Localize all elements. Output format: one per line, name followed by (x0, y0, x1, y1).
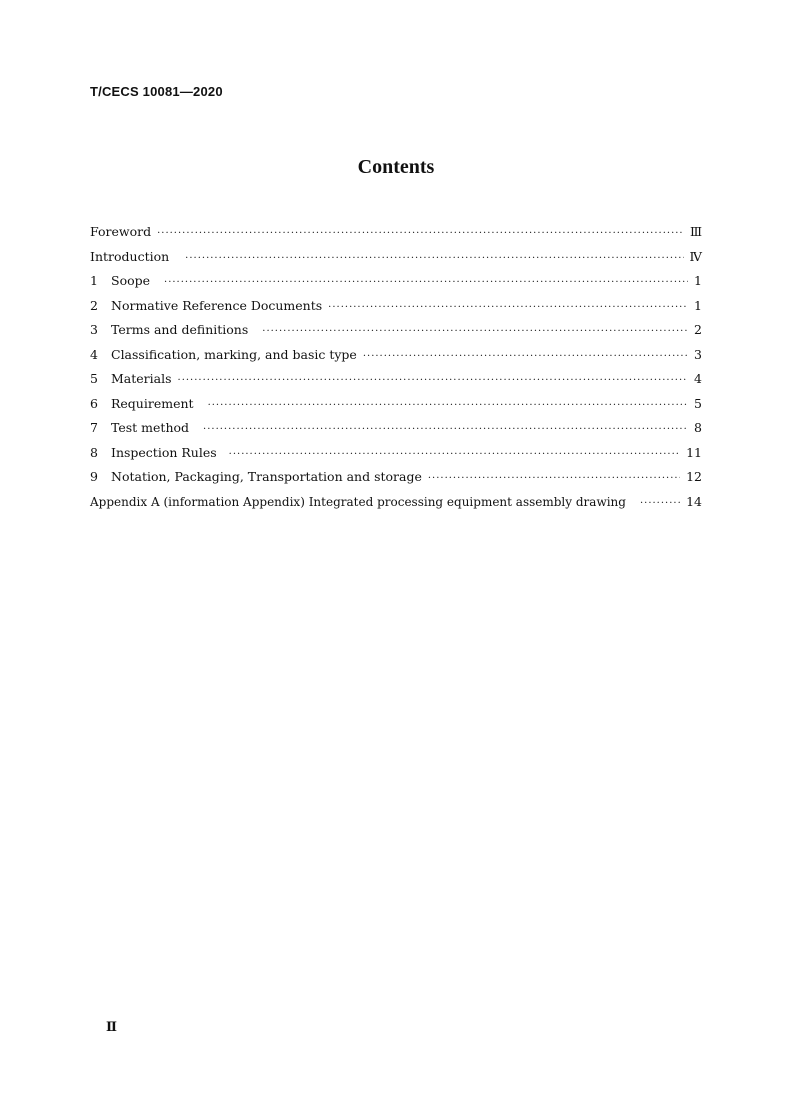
toc-entry-number: 8 (90, 444, 98, 460)
dot-leader (363, 351, 688, 362)
toc-entry-label: Foreword (90, 224, 152, 239)
dot-leader (428, 473, 680, 484)
toc-entry-number: 2 (90, 297, 98, 313)
dot-leader (328, 302, 688, 313)
table-of-contents (90, 224, 702, 518)
toc-entry-label: Introduction (90, 248, 170, 264)
toc-entry-requirement[interactable] (90, 396, 702, 421)
toc-entry-normative-references[interactable] (90, 298, 702, 323)
document-id: T/CECS 10081—2020 (90, 84, 223, 99)
toc-entry-label: Classification, marking, and basic type (111, 346, 357, 362)
toc-entry-introduction[interactable] (90, 249, 702, 274)
toc-entry-number: 1 (90, 273, 98, 288)
toc-entry-page: 4 (694, 371, 702, 386)
page-number: Ⅱ (106, 1020, 117, 1035)
toc-entry-notation-packaging[interactable] (90, 469, 702, 494)
toc-entry-page: 1 (694, 273, 702, 288)
dot-leader (208, 400, 688, 411)
toc-entry-page: Ⅲ (689, 224, 702, 239)
toc-entry-label: Appendix A (information Appendix) Integrated processing equipment assembly drawing (90, 494, 626, 509)
toc-entry-label: Soope (111, 273, 151, 288)
dot-leader (229, 449, 680, 460)
toc-entry-page: Ⅳ (689, 248, 702, 264)
toc-entry-page: 8 (694, 420, 702, 435)
toc-entry-number: 5 (90, 371, 98, 386)
toc-entry-label: Requirement (111, 395, 194, 411)
dot-leader (157, 228, 684, 239)
toc-entry-page: 1 (694, 297, 702, 313)
toc-entry-inspection-rules[interactable] (90, 445, 702, 470)
toc-entry-page: 2 (694, 322, 702, 337)
toc-entry-terms-definitions[interactable] (90, 322, 702, 347)
toc-entry-label: Test method (111, 420, 190, 435)
toc-entry-label: Terms and definitions (111, 322, 249, 337)
toc-entry-test-method[interactable] (90, 420, 702, 445)
dot-leader (185, 253, 683, 264)
toc-entry-number: 7 (90, 420, 98, 435)
toc-entry-materials[interactable] (90, 371, 702, 396)
dot-leader (640, 498, 680, 509)
toc-entry-page: 11 (686, 444, 702, 460)
toc-entry-label: Materials (111, 371, 172, 386)
toc-entry-page: 14 (686, 493, 702, 509)
toc-entry-label: Normative Reference Documents (111, 297, 323, 313)
toc-entry-page: 5 (694, 395, 702, 411)
dot-leader (262, 326, 688, 337)
toc-entry-appendix-a[interactable] (90, 494, 702, 519)
toc-entry-label: Notation, Packaging, Transportation and storage (111, 469, 422, 484)
toc-entry-number: 3 (90, 322, 98, 337)
toc-entry-page: 3 (694, 346, 702, 362)
toc-entry-foreword[interactable] (90, 224, 702, 249)
toc-entry-scope[interactable] (90, 273, 702, 298)
toc-entry-number: 4 (90, 346, 98, 362)
dot-leader (178, 375, 688, 386)
toc-entry-page: 12 (686, 469, 702, 484)
toc-entry-classification[interactable] (90, 347, 702, 372)
dot-leader (164, 277, 688, 288)
toc-entry-number: 9 (90, 469, 98, 484)
page-title: Contents (357, 156, 435, 178)
toc-entry-number: 6 (90, 395, 98, 411)
toc-entry-label: Inspection Rules (111, 444, 217, 460)
dot-leader (203, 424, 688, 435)
